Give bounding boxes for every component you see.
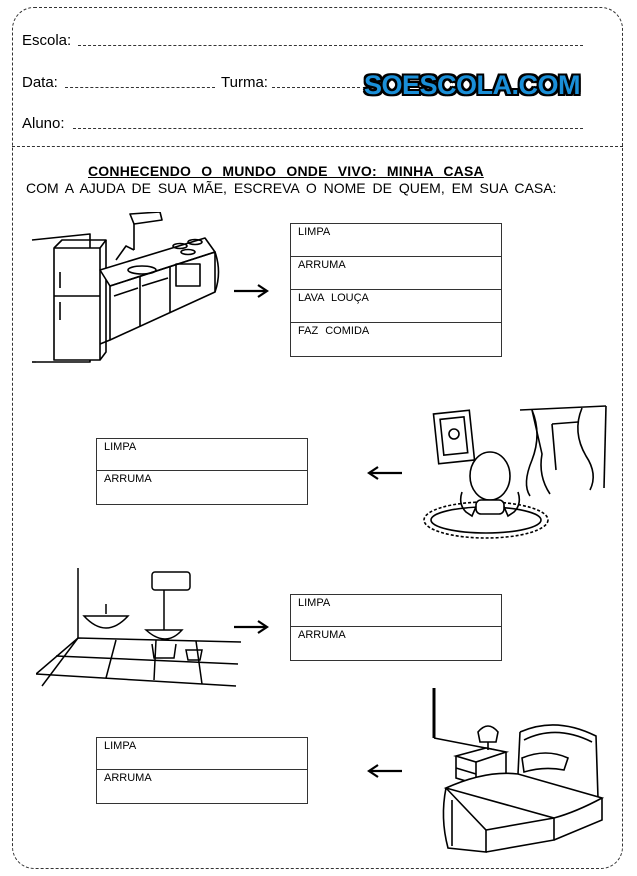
soescola-logo: SOESCOLA.COM xyxy=(364,70,581,100)
bathroom-task-table xyxy=(290,594,502,661)
kitchen-task-table xyxy=(290,223,502,357)
school-label: Escola: xyxy=(22,32,72,49)
task-row[interactable] xyxy=(97,738,307,770)
living-room-illustration xyxy=(422,404,610,546)
kitchen-illustration xyxy=(30,212,220,370)
task-label: ARRUMA xyxy=(298,629,346,641)
task-row[interactable] xyxy=(97,770,307,802)
student-label: Aluno: xyxy=(22,115,65,132)
task-label: LIMPA xyxy=(104,441,137,453)
class-field[interactable] xyxy=(272,87,360,88)
class-label: Turma: xyxy=(221,74,268,91)
bedroom-illustration xyxy=(426,688,612,856)
task-label: LAVA LOUÇA xyxy=(298,292,369,304)
task-row[interactable] xyxy=(291,595,501,627)
task-label: LIMPA xyxy=(298,226,331,238)
arrow-left-icon xyxy=(366,466,404,480)
task-row[interactable] xyxy=(291,323,501,356)
task-label: ARRUMA xyxy=(298,259,346,271)
arrow-right-icon xyxy=(232,284,270,298)
task-row[interactable] xyxy=(291,224,501,257)
task-label: FAZ COMIDA xyxy=(298,325,370,337)
student-field[interactable] xyxy=(73,128,583,129)
school-field[interactable] xyxy=(78,45,583,46)
task-label: ARRUMA xyxy=(104,772,152,784)
task-label: ARRUMA xyxy=(104,473,152,485)
header-separator xyxy=(12,146,623,147)
activity-instruction: COM A AJUDA DE SUA MÃE, ESCREVA O NOME DE QUEM, EM SUA CASA: xyxy=(26,180,557,196)
task-label: LIMPA xyxy=(104,740,137,752)
bathroom-illustration xyxy=(36,568,242,690)
task-row[interactable] xyxy=(97,439,307,471)
arrow-left-icon xyxy=(366,764,404,778)
bedroom-task-table xyxy=(96,737,308,804)
date-field[interactable] xyxy=(65,87,215,88)
arrow-right-icon xyxy=(232,620,270,634)
activity-title: CONHECENDO O MUNDO ONDE VIVO: MINHA CASA xyxy=(88,163,484,179)
task-row[interactable] xyxy=(291,257,501,290)
task-label: LIMPA xyxy=(298,597,331,609)
task-row[interactable] xyxy=(291,627,501,659)
date-label: Data: xyxy=(22,74,58,91)
task-row[interactable] xyxy=(97,471,307,503)
living-room-task-table xyxy=(96,438,308,505)
task-row[interactable] xyxy=(291,290,501,323)
